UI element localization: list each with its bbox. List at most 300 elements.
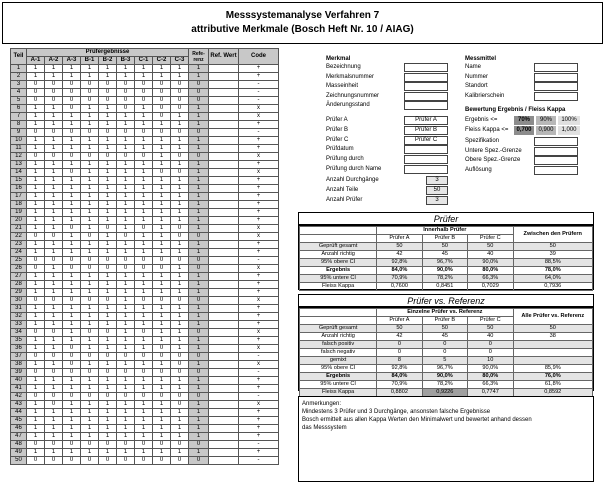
result-cell[interactable]: 1 bbox=[153, 329, 171, 337]
ref-wert-cell[interactable] bbox=[209, 297, 239, 305]
result-cell[interactable]: 1 bbox=[63, 337, 81, 345]
result-cell[interactable]: 0 bbox=[153, 297, 171, 305]
pruefer-field-input[interactable] bbox=[404, 155, 448, 164]
referenz-cell[interactable]: 1 bbox=[189, 145, 209, 153]
result-cell[interactable]: 1 bbox=[117, 193, 135, 201]
spez-field-input[interactable] bbox=[534, 166, 578, 175]
result-cell[interactable]: 0 bbox=[81, 97, 99, 105]
result-cell[interactable]: 1 bbox=[135, 345, 153, 353]
result-cell[interactable]: 1 bbox=[81, 401, 99, 409]
result-cell[interactable]: 0 bbox=[153, 169, 171, 177]
result-cell[interactable]: 1 bbox=[153, 337, 171, 345]
ref-wert-cell[interactable] bbox=[209, 169, 239, 177]
ref-wert-cell[interactable] bbox=[209, 121, 239, 129]
result-cell[interactable]: 1 bbox=[171, 201, 189, 209]
result-cell[interactable]: 1 bbox=[135, 401, 153, 409]
result-cell[interactable]: 0 bbox=[81, 153, 99, 161]
ref-wert-cell[interactable] bbox=[209, 185, 239, 193]
result-cell[interactable]: 1 bbox=[45, 265, 63, 273]
result-cell[interactable]: 0 bbox=[63, 265, 81, 273]
messmittel-field-input[interactable] bbox=[534, 92, 578, 101]
result-cell[interactable]: 1 bbox=[117, 145, 135, 153]
referenz-cell[interactable]: 1 bbox=[189, 209, 209, 217]
result-cell[interactable]: 1 bbox=[117, 361, 135, 369]
result-cell[interactable]: 0 bbox=[117, 369, 135, 377]
result-cell[interactable]: 1 bbox=[27, 209, 45, 217]
ref-wert-cell[interactable] bbox=[209, 153, 239, 161]
result-cell[interactable]: 1 bbox=[99, 273, 117, 281]
ref-wert-cell[interactable] bbox=[209, 417, 239, 425]
result-cell[interactable]: 1 bbox=[135, 137, 153, 145]
result-cell[interactable]: 1 bbox=[135, 281, 153, 289]
result-cell[interactable]: 0 bbox=[153, 113, 171, 121]
result-cell[interactable]: 1 bbox=[63, 313, 81, 321]
result-cell[interactable]: 0 bbox=[171, 225, 189, 233]
result-cell[interactable]: 1 bbox=[135, 305, 153, 313]
result-cell[interactable]: 1 bbox=[81, 145, 99, 153]
result-cell[interactable]: 0 bbox=[63, 89, 81, 97]
result-cell[interactable]: 1 bbox=[81, 209, 99, 217]
result-cell[interactable]: 1 bbox=[117, 201, 135, 209]
result-cell[interactable]: 0 bbox=[135, 225, 153, 233]
result-cell[interactable]: 1 bbox=[99, 217, 117, 225]
result-cell[interactable]: 0 bbox=[99, 89, 117, 97]
result-cell[interactable]: 0 bbox=[153, 393, 171, 401]
result-cell[interactable]: 1 bbox=[63, 417, 81, 425]
ref-wert-cell[interactable] bbox=[209, 241, 239, 249]
result-cell[interactable]: 1 bbox=[81, 217, 99, 225]
result-cell[interactable]: 1 bbox=[63, 209, 81, 217]
result-cell[interactable]: 1 bbox=[27, 337, 45, 345]
result-cell[interactable]: 1 bbox=[27, 217, 45, 225]
result-cell[interactable]: 1 bbox=[171, 329, 189, 337]
result-cell[interactable]: 1 bbox=[117, 169, 135, 177]
result-cell[interactable]: 1 bbox=[27, 225, 45, 233]
result-cell[interactable]: 1 bbox=[99, 161, 117, 169]
result-cell[interactable]: 1 bbox=[99, 377, 117, 385]
result-cell[interactable]: 1 bbox=[153, 217, 171, 225]
result-cell[interactable]: 1 bbox=[99, 185, 117, 193]
ref-wert-cell[interactable] bbox=[209, 353, 239, 361]
result-cell[interactable]: 1 bbox=[45, 209, 63, 217]
result-cell[interactable]: 1 bbox=[153, 73, 171, 81]
result-cell[interactable]: 1 bbox=[153, 153, 171, 161]
result-cell[interactable]: 1 bbox=[99, 289, 117, 297]
ref-wert-cell[interactable] bbox=[209, 345, 239, 353]
result-cell[interactable]: 1 bbox=[171, 313, 189, 321]
result-cell[interactable]: 1 bbox=[99, 409, 117, 417]
result-cell[interactable]: 1 bbox=[135, 321, 153, 329]
referenz-cell[interactable]: 1 bbox=[189, 193, 209, 201]
result-cell[interactable]: 1 bbox=[63, 233, 81, 241]
result-cell[interactable]: 1 bbox=[45, 377, 63, 385]
ref-wert-cell[interactable] bbox=[209, 233, 239, 241]
referenz-cell[interactable]: 0 bbox=[189, 353, 209, 361]
result-cell[interactable]: 1 bbox=[153, 281, 171, 289]
result-cell[interactable]: 0 bbox=[153, 81, 171, 89]
result-cell[interactable]: 1 bbox=[153, 193, 171, 201]
result-cell[interactable]: 0 bbox=[27, 457, 45, 465]
result-cell[interactable]: 0 bbox=[117, 129, 135, 137]
result-cell[interactable]: 1 bbox=[171, 289, 189, 297]
result-cell[interactable]: 1 bbox=[63, 401, 81, 409]
result-cell[interactable]: 1 bbox=[135, 121, 153, 129]
result-cell[interactable]: 1 bbox=[81, 417, 99, 425]
result-cell[interactable]: 0 bbox=[135, 81, 153, 89]
referenz-cell[interactable]: 0 bbox=[189, 297, 209, 305]
result-cell[interactable]: 1 bbox=[171, 241, 189, 249]
result-cell[interactable]: 1 bbox=[99, 385, 117, 393]
result-cell[interactable]: 1 bbox=[45, 409, 63, 417]
ref-wert-cell[interactable] bbox=[209, 369, 239, 377]
result-cell[interactable]: 1 bbox=[81, 249, 99, 257]
result-cell[interactable]: 1 bbox=[117, 137, 135, 145]
result-cell[interactable]: 1 bbox=[45, 65, 63, 73]
result-cell[interactable]: 1 bbox=[153, 409, 171, 417]
result-cell[interactable]: 1 bbox=[81, 193, 99, 201]
referenz-cell[interactable]: 0 bbox=[189, 265, 209, 273]
result-cell[interactable]: 1 bbox=[81, 289, 99, 297]
result-cell[interactable]: 0 bbox=[135, 129, 153, 137]
referenz-cell[interactable]: 1 bbox=[189, 73, 209, 81]
result-cell[interactable]: 1 bbox=[171, 113, 189, 121]
result-cell[interactable]: 1 bbox=[45, 249, 63, 257]
result-cell[interactable]: 0 bbox=[27, 89, 45, 97]
result-cell[interactable]: 1 bbox=[153, 401, 171, 409]
count-value[interactable]: 3 bbox=[426, 176, 448, 185]
result-cell[interactable]: 1 bbox=[63, 121, 81, 129]
result-cell[interactable]: 0 bbox=[63, 457, 81, 465]
result-cell[interactable]: 1 bbox=[99, 321, 117, 329]
result-cell[interactable]: 0 bbox=[99, 129, 117, 137]
result-cell[interactable]: 1 bbox=[45, 449, 63, 457]
result-cell[interactable]: 1 bbox=[153, 177, 171, 185]
result-cell[interactable]: 0 bbox=[45, 457, 63, 465]
messmittel-field-input[interactable] bbox=[534, 63, 578, 72]
result-cell[interactable]: 1 bbox=[27, 161, 45, 169]
referenz-cell[interactable]: 1 bbox=[189, 185, 209, 193]
result-cell[interactable]: 0 bbox=[81, 441, 99, 449]
result-cell[interactable]: 1 bbox=[117, 161, 135, 169]
result-cell[interactable]: 0 bbox=[27, 297, 45, 305]
result-cell[interactable]: 1 bbox=[135, 425, 153, 433]
result-cell[interactable]: 0 bbox=[99, 393, 117, 401]
result-cell[interactable]: 1 bbox=[117, 217, 135, 225]
ref-wert-cell[interactable] bbox=[209, 105, 239, 113]
result-cell[interactable]: 1 bbox=[171, 65, 189, 73]
result-cell[interactable]: 1 bbox=[117, 425, 135, 433]
result-cell[interactable]: 0 bbox=[153, 353, 171, 361]
result-cell[interactable]: 0 bbox=[153, 129, 171, 137]
result-cell[interactable]: 1 bbox=[27, 273, 45, 281]
result-cell[interactable]: 1 bbox=[153, 65, 171, 73]
referenz-cell[interactable]: 1 bbox=[189, 177, 209, 185]
result-cell[interactable]: 1 bbox=[81, 337, 99, 345]
result-cell[interactable]: 1 bbox=[99, 169, 117, 177]
result-cell[interactable]: 0 bbox=[27, 233, 45, 241]
result-cell[interactable]: 1 bbox=[171, 281, 189, 289]
result-cell[interactable]: 1 bbox=[63, 113, 81, 121]
referenz-cell[interactable]: 1 bbox=[189, 217, 209, 225]
referenz-cell[interactable]: 0 bbox=[189, 233, 209, 241]
result-cell[interactable]: 1 bbox=[117, 449, 135, 457]
result-cell[interactable]: 1 bbox=[45, 289, 63, 297]
result-cell[interactable]: 1 bbox=[81, 409, 99, 417]
result-cell[interactable]: 1 bbox=[81, 385, 99, 393]
result-cell[interactable]: 0 bbox=[45, 81, 63, 89]
referenz-cell[interactable]: 1 bbox=[189, 161, 209, 169]
result-cell[interactable]: 1 bbox=[117, 321, 135, 329]
result-cell[interactable]: 0 bbox=[153, 105, 171, 113]
result-cell[interactable]: 0 bbox=[45, 393, 63, 401]
result-cell[interactable]: 0 bbox=[135, 393, 153, 401]
result-cell[interactable]: 0 bbox=[63, 345, 81, 353]
result-cell[interactable]: 1 bbox=[81, 313, 99, 321]
result-cell[interactable]: 1 bbox=[135, 193, 153, 201]
result-cell[interactable]: 1 bbox=[81, 161, 99, 169]
result-cell[interactable]: 0 bbox=[45, 369, 63, 377]
result-cell[interactable]: 1 bbox=[153, 305, 171, 313]
result-cell[interactable]: 1 bbox=[153, 121, 171, 129]
result-cell[interactable]: 1 bbox=[45, 193, 63, 201]
result-cell[interactable]: 1 bbox=[171, 185, 189, 193]
result-cell[interactable]: 1 bbox=[153, 137, 171, 145]
referenz-cell[interactable]: 1 bbox=[189, 305, 209, 313]
result-cell[interactable]: 1 bbox=[45, 361, 63, 369]
result-cell[interactable]: 1 bbox=[45, 425, 63, 433]
result-cell[interactable]: 0 bbox=[63, 441, 81, 449]
result-cell[interactable]: 1 bbox=[45, 73, 63, 81]
result-cell[interactable]: 0 bbox=[99, 441, 117, 449]
messmittel-field-input[interactable] bbox=[534, 82, 578, 91]
ref-wert-cell[interactable] bbox=[209, 321, 239, 329]
result-cell[interactable]: 1 bbox=[153, 321, 171, 329]
ref-wert-cell[interactable] bbox=[209, 177, 239, 185]
ref-wert-cell[interactable] bbox=[209, 81, 239, 89]
result-cell[interactable]: 1 bbox=[45, 321, 63, 329]
result-cell[interactable]: 1 bbox=[27, 121, 45, 129]
result-cell[interactable]: 0 bbox=[171, 297, 189, 305]
result-cell[interactable]: 1 bbox=[27, 289, 45, 297]
result-cell[interactable]: 1 bbox=[45, 137, 63, 145]
result-cell[interactable]: 0 bbox=[171, 457, 189, 465]
result-cell[interactable]: 1 bbox=[135, 217, 153, 225]
result-cell[interactable]: 1 bbox=[171, 137, 189, 145]
result-cell[interactable]: 0 bbox=[135, 257, 153, 265]
result-cell[interactable]: 1 bbox=[171, 321, 189, 329]
result-cell[interactable]: 0 bbox=[45, 401, 63, 409]
result-cell[interactable]: 1 bbox=[153, 385, 171, 393]
result-cell[interactable]: 1 bbox=[135, 409, 153, 417]
result-cell[interactable]: 1 bbox=[135, 249, 153, 257]
result-cell[interactable]: 1 bbox=[45, 281, 63, 289]
result-cell[interactable]: 1 bbox=[117, 241, 135, 249]
result-cell[interactable]: 1 bbox=[63, 321, 81, 329]
pruefer-field-input[interactable] bbox=[404, 145, 448, 154]
result-cell[interactable]: 1 bbox=[99, 361, 117, 369]
result-cell[interactable]: 1 bbox=[27, 65, 45, 73]
result-cell[interactable]: 0 bbox=[63, 361, 81, 369]
result-cell[interactable]: 1 bbox=[27, 169, 45, 177]
result-cell[interactable]: 1 bbox=[45, 433, 63, 441]
result-cell[interactable]: 1 bbox=[99, 281, 117, 289]
result-cell[interactable]: 1 bbox=[81, 121, 99, 129]
result-cell[interactable]: 1 bbox=[63, 329, 81, 337]
result-cell[interactable]: 1 bbox=[81, 377, 99, 385]
result-cell[interactable]: 1 bbox=[135, 361, 153, 369]
result-cell[interactable]: 0 bbox=[99, 97, 117, 105]
result-cell[interactable]: 1 bbox=[117, 433, 135, 441]
result-cell[interactable]: 1 bbox=[45, 121, 63, 129]
result-cell[interactable]: 0 bbox=[27, 441, 45, 449]
result-cell[interactable]: 1 bbox=[63, 385, 81, 393]
ref-wert-cell[interactable] bbox=[209, 161, 239, 169]
result-cell[interactable]: 1 bbox=[171, 417, 189, 425]
ref-wert-cell[interactable] bbox=[209, 329, 239, 337]
result-cell[interactable]: 0 bbox=[135, 369, 153, 377]
result-cell[interactable]: 0 bbox=[45, 97, 63, 105]
result-cell[interactable]: 1 bbox=[27, 401, 45, 409]
result-cell[interactable]: 0 bbox=[99, 81, 117, 89]
result-cell[interactable]: 1 bbox=[117, 385, 135, 393]
result-cell[interactable]: 1 bbox=[99, 313, 117, 321]
referenz-cell[interactable]: 1 bbox=[189, 313, 209, 321]
result-cell[interactable]: 1 bbox=[135, 161, 153, 169]
result-cell[interactable]: 0 bbox=[99, 353, 117, 361]
result-cell[interactable]: 1 bbox=[63, 281, 81, 289]
referenz-cell[interactable]: 1 bbox=[189, 345, 209, 353]
result-cell[interactable]: 1 bbox=[171, 409, 189, 417]
result-cell[interactable]: 1 bbox=[117, 185, 135, 193]
count-value[interactable]: 50 bbox=[426, 186, 448, 195]
result-cell[interactable]: 1 bbox=[99, 113, 117, 121]
result-cell[interactable]: 0 bbox=[81, 89, 99, 97]
result-cell[interactable]: 1 bbox=[171, 209, 189, 217]
result-cell[interactable]: 1 bbox=[81, 433, 99, 441]
result-cell[interactable]: 1 bbox=[117, 209, 135, 217]
referenz-cell[interactable]: 1 bbox=[189, 113, 209, 121]
result-cell[interactable]: 1 bbox=[63, 289, 81, 297]
referenz-cell[interactable]: 1 bbox=[189, 121, 209, 129]
referenz-cell[interactable]: 1 bbox=[189, 225, 209, 233]
result-cell[interactable]: 1 bbox=[27, 177, 45, 185]
result-cell[interactable]: 1 bbox=[99, 193, 117, 201]
ref-wert-cell[interactable] bbox=[209, 201, 239, 209]
result-cell[interactable]: 1 bbox=[171, 145, 189, 153]
result-cell[interactable]: 1 bbox=[135, 433, 153, 441]
ref-wert-cell[interactable] bbox=[209, 265, 239, 273]
result-cell[interactable]: 0 bbox=[135, 153, 153, 161]
result-cell[interactable]: 0 bbox=[117, 153, 135, 161]
result-cell[interactable]: 1 bbox=[135, 385, 153, 393]
result-cell[interactable]: 1 bbox=[45, 105, 63, 113]
ref-wert-cell[interactable] bbox=[209, 401, 239, 409]
result-cell[interactable]: 1 bbox=[27, 321, 45, 329]
result-cell[interactable]: 0 bbox=[171, 361, 189, 369]
referenz-cell[interactable]: 0 bbox=[189, 329, 209, 337]
result-cell[interactable]: 0 bbox=[45, 257, 63, 265]
referenz-cell[interactable]: 1 bbox=[189, 273, 209, 281]
result-cell[interactable]: 1 bbox=[135, 273, 153, 281]
result-cell[interactable]: 0 bbox=[63, 97, 81, 105]
result-cell[interactable]: 1 bbox=[117, 401, 135, 409]
merkmal-field-input[interactable] bbox=[404, 63, 448, 72]
result-cell[interactable]: 1 bbox=[27, 313, 45, 321]
ref-wert-cell[interactable] bbox=[209, 281, 239, 289]
result-cell[interactable]: 0 bbox=[63, 353, 81, 361]
result-cell[interactable]: 1 bbox=[135, 313, 153, 321]
result-cell[interactable]: 1 bbox=[81, 273, 99, 281]
pruefer-field-input[interactable]: Prüfer A bbox=[404, 116, 448, 125]
result-cell[interactable]: 1 bbox=[99, 73, 117, 81]
result-cell[interactable]: 1 bbox=[171, 217, 189, 225]
result-cell[interactable]: 1 bbox=[153, 449, 171, 457]
result-cell[interactable]: 0 bbox=[27, 265, 45, 273]
result-cell[interactable]: 1 bbox=[153, 289, 171, 297]
result-cell[interactable]: 1 bbox=[27, 385, 45, 393]
result-cell[interactable]: 0 bbox=[117, 233, 135, 241]
result-cell[interactable]: 0 bbox=[117, 457, 135, 465]
merkmal-field-input[interactable] bbox=[404, 82, 448, 91]
result-cell[interactable]: 1 bbox=[153, 241, 171, 249]
result-cell[interactable]: 0 bbox=[153, 345, 171, 353]
result-cell[interactable]: 1 bbox=[63, 145, 81, 153]
result-cell[interactable]: 0 bbox=[117, 353, 135, 361]
ref-wert-cell[interactable] bbox=[209, 425, 239, 433]
result-cell[interactable]: 1 bbox=[99, 241, 117, 249]
result-cell[interactable]: 1 bbox=[81, 169, 99, 177]
result-cell[interactable]: 1 bbox=[99, 449, 117, 457]
result-cell[interactable]: 0 bbox=[63, 169, 81, 177]
result-cell[interactable]: 1 bbox=[99, 177, 117, 185]
result-cell[interactable]: 1 bbox=[81, 113, 99, 121]
ref-wert-cell[interactable] bbox=[209, 385, 239, 393]
result-cell[interactable]: 1 bbox=[27, 433, 45, 441]
result-cell[interactable]: 1 bbox=[45, 201, 63, 209]
result-cell[interactable]: 0 bbox=[99, 257, 117, 265]
result-cell[interactable]: 1 bbox=[135, 337, 153, 345]
result-cell[interactable]: 1 bbox=[135, 201, 153, 209]
referenz-cell[interactable]: 0 bbox=[189, 81, 209, 89]
ref-wert-cell[interactable] bbox=[209, 449, 239, 457]
result-cell[interactable]: 1 bbox=[99, 345, 117, 353]
result-cell[interactable]: 1 bbox=[135, 209, 153, 217]
result-cell[interactable]: 1 bbox=[171, 337, 189, 345]
result-cell[interactable]: 0 bbox=[45, 233, 63, 241]
referenz-cell[interactable]: 1 bbox=[189, 289, 209, 297]
ref-wert-cell[interactable] bbox=[209, 145, 239, 153]
referenz-cell[interactable]: 1 bbox=[189, 249, 209, 257]
result-cell[interactable]: 0 bbox=[153, 441, 171, 449]
result-cell[interactable]: 1 bbox=[171, 345, 189, 353]
merkmal-field-input[interactable] bbox=[404, 92, 448, 101]
result-cell[interactable]: 0 bbox=[153, 265, 171, 273]
ref-wert-cell[interactable] bbox=[209, 377, 239, 385]
result-cell[interactable]: 0 bbox=[99, 329, 117, 337]
result-cell[interactable]: 1 bbox=[63, 433, 81, 441]
result-cell[interactable]: 0 bbox=[27, 129, 45, 137]
referenz-cell[interactable]: 0 bbox=[189, 153, 209, 161]
result-cell[interactable]: 1 bbox=[117, 113, 135, 121]
result-cell[interactable]: 0 bbox=[171, 369, 189, 377]
referenz-cell[interactable]: 1 bbox=[189, 425, 209, 433]
result-cell[interactable]: 1 bbox=[63, 377, 81, 385]
result-cell[interactable]: 1 bbox=[45, 169, 63, 177]
ref-wert-cell[interactable] bbox=[209, 313, 239, 321]
result-cell[interactable]: 1 bbox=[63, 273, 81, 281]
ref-wert-cell[interactable] bbox=[209, 273, 239, 281]
result-cell[interactable]: 0 bbox=[153, 369, 171, 377]
